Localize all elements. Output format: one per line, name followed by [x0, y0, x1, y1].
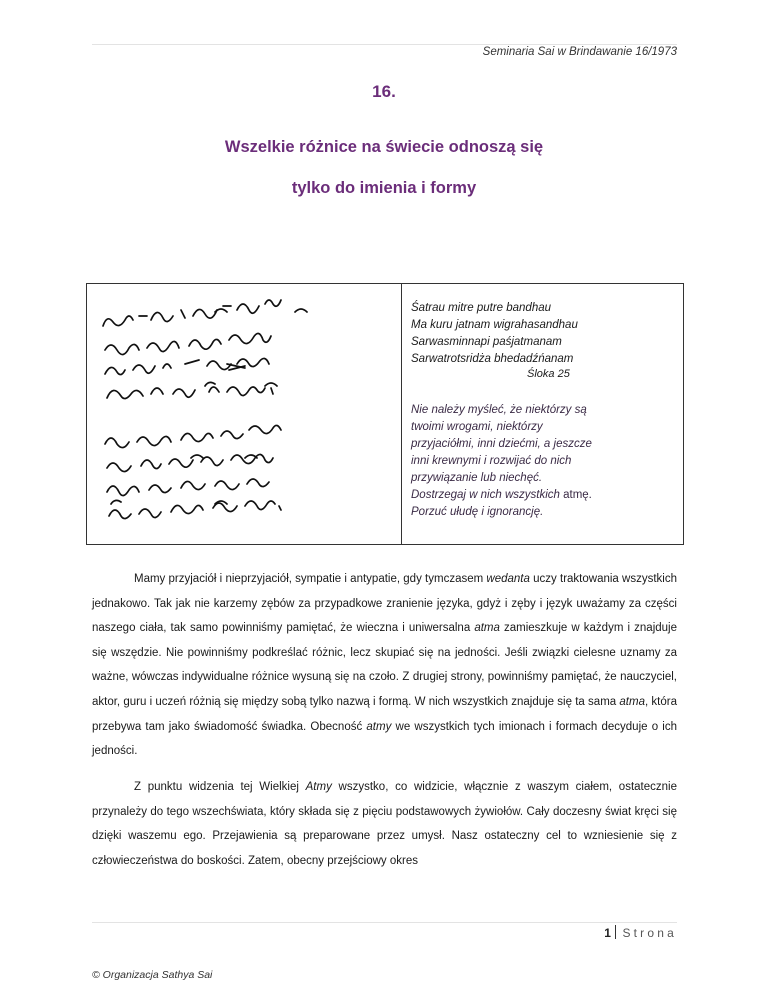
- translation-line: przyjaciółmi, inni dziećmi, a jeszcze: [411, 438, 592, 450]
- text-run: zamieszkuje w każdym i znajduje się wszędzie. Nie powinniśmy podkreślać różnic, lecz skupiać się na jedności. Jeśli związki cielesne uznamy za ważne, wówczas indywidualne różnice wysuną się na czoło. Z drugiej strony, powinniśmy pamiętać, że nauczyciel, aktor, guru i uczeń różnią się między sobą tylko nazwą i formą. W nich wszystkich znajduje się ta sama: [92, 622, 677, 708]
- translation-line: [411, 487, 679, 504]
- chapter-title-line-2: tylko do imienia i formy: [291, 179, 477, 197]
- verse-line: Śatrau mitre putre bandhau: [411, 302, 552, 314]
- verse-line: Ma kuru jatnam wigrahasandhau: [411, 319, 578, 331]
- italic-term: atma: [619, 695, 645, 708]
- translation-line: Porzuć ułudę i ignorancję.: [411, 506, 544, 518]
- text-run: we wszystkich tych imionach i formach decyduje o ich jedności.: [92, 720, 678, 758]
- text-run: , która przebywa tam jako świadomość świadka. Obecność: [92, 695, 677, 733]
- italic-term: Atmy: [305, 781, 332, 793]
- page-label: Strona: [622, 926, 677, 940]
- chapter-title-line-1: Wszelkie różnice na świecie odnoszą się: [224, 138, 544, 156]
- translation-line: twoimi wrogami, niektórzy: [411, 421, 543, 433]
- footer-rule: [92, 922, 677, 923]
- header-rule: [92, 44, 677, 45]
- verse-box: [86, 283, 684, 545]
- verse-reference: Śloka 25: [527, 368, 570, 380]
- italic-term: wedanta: [486, 573, 530, 585]
- italic-term: atmy: [366, 720, 392, 733]
- verse-divider: [401, 284, 402, 544]
- page-number: [604, 925, 677, 940]
- text-run: Mamy przyjaciół i nieprzyjaciół, sympatie i antypatie, gdy tymczasem: [134, 573, 487, 585]
- translation-segment-atma: atmę.: [559, 489, 592, 501]
- translation-line: przywiązanie lub niechęć.: [411, 472, 543, 484]
- body-paragraph-2: [92, 775, 677, 873]
- verse-line: Sarwatrotsridża bhedadźńanam: [411, 353, 574, 365]
- translation-segment: Dostrzegaj w nich wszystkich: [411, 489, 560, 501]
- text-run: wszystko, co widzicie, włącznie z waszym ciałem, ostatecznie przynależy do tego wszechświata, który składa się z pięciu podstawowych żywiołów. Cały doczesny świat kręci się dzięki waszemu ego. Przejawienia są preparowane przez umysł. Nasz ostateczny cel to wzniesienie się z człowieczeństwa do boskości. Zatem, obecny przejściowy okres: [92, 781, 677, 867]
- copyright-notice: © Organizacja Sathya Sai: [92, 969, 213, 981]
- page-number-value: 1: [604, 926, 611, 940]
- handwritten-telugu-script: [95, 298, 395, 530]
- verse-transliteration: [411, 300, 676, 368]
- body-paragraph-1: [92, 567, 677, 764]
- verse-translation: [411, 402, 679, 521]
- translation-line: inni krewnymi i rozwijać do nich: [411, 455, 572, 467]
- text-run: uczy traktowania wszystkich jednakowo. Tak jak nie karzemy zębów za przypadkowe zranienie języka, gdyż i zęby i język uważamy za części naszego ciała, tak samo powinniśmy pamiętać, że wieczna i uniwersalna: [92, 573, 677, 635]
- verse-line: Sarwasminnapi paśjatmanam: [411, 336, 562, 348]
- text-run: Z punktu widzenia tej Wielkiej: [134, 781, 306, 793]
- page-number-divider: [615, 925, 617, 939]
- running-header: Seminaria Sai w Brindawanie 16/1973: [482, 46, 677, 58]
- italic-term: atma: [474, 622, 500, 635]
- translation-line: Nie należy myśleć, że niektórzy są: [411, 404, 587, 416]
- chapter-number: 16.: [372, 82, 396, 101]
